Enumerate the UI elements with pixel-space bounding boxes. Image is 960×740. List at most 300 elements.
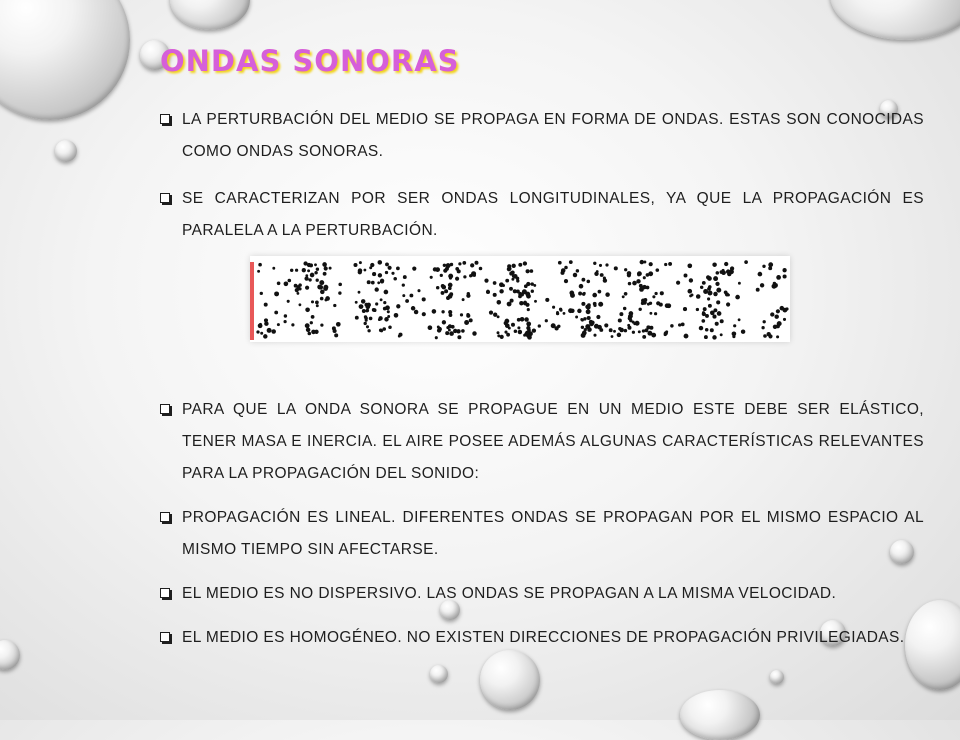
wave-particle bbox=[320, 290, 325, 295]
checkbox-bullet-icon bbox=[160, 588, 170, 598]
wave-particle bbox=[638, 330, 641, 333]
wave-particle bbox=[372, 272, 376, 276]
wave-particle bbox=[730, 266, 734, 270]
wave-particle bbox=[713, 292, 717, 296]
wave-particle bbox=[375, 287, 379, 291]
water-drop-decoration bbox=[680, 690, 760, 740]
wave-particle bbox=[385, 262, 389, 266]
bullet-text: EL MEDIO ES NO DISPERSIVO. LAS ONDAS SE PROPAGAN A LA MISMA VELOCIDAD. bbox=[182, 585, 837, 602]
wave-particle bbox=[380, 298, 383, 301]
wave-particle bbox=[380, 279, 384, 283]
wave-particle bbox=[707, 297, 710, 300]
wave-particle bbox=[552, 306, 555, 309]
wave-particle bbox=[334, 333, 338, 337]
wave-particle bbox=[333, 304, 336, 307]
wave-particle bbox=[618, 318, 622, 322]
wave-particle bbox=[367, 329, 370, 332]
wave-particle bbox=[587, 327, 592, 332]
wave-particle bbox=[767, 332, 771, 336]
wave-particle bbox=[623, 307, 626, 310]
wave-particle bbox=[364, 322, 367, 325]
wave-particle bbox=[551, 323, 556, 328]
wave-particle bbox=[678, 323, 681, 326]
wave-particle bbox=[545, 319, 548, 322]
wave-particle bbox=[463, 275, 466, 278]
wave-particle bbox=[258, 323, 263, 328]
wave-particle bbox=[378, 260, 383, 265]
wave-particle bbox=[735, 295, 740, 300]
wave-particle bbox=[780, 306, 785, 311]
wave-particle bbox=[417, 289, 420, 292]
wave-particle bbox=[396, 304, 400, 308]
wave-particle bbox=[643, 276, 646, 279]
wave-particle bbox=[456, 329, 460, 333]
wave-particle bbox=[604, 323, 608, 327]
wave-particle bbox=[493, 281, 497, 285]
wave-particle bbox=[388, 325, 392, 329]
wave-particle bbox=[726, 302, 730, 306]
wave-particle bbox=[715, 282, 719, 286]
wave-particle bbox=[513, 289, 517, 293]
wave-particle bbox=[493, 313, 497, 317]
wave-particle bbox=[738, 318, 741, 321]
wave-particle bbox=[364, 317, 368, 321]
wave-particle bbox=[628, 282, 631, 285]
wave-particle bbox=[475, 261, 479, 265]
wave-particle bbox=[687, 263, 692, 268]
wave-particle bbox=[377, 281, 380, 284]
wave-particle bbox=[311, 300, 314, 303]
wave-particle bbox=[523, 334, 526, 337]
wave-particle bbox=[369, 266, 372, 269]
wave-particle bbox=[738, 282, 741, 285]
wave-particle bbox=[505, 319, 510, 324]
wave-particle bbox=[414, 310, 418, 314]
water-drop-decoration bbox=[170, 0, 250, 30]
wave-particle bbox=[324, 266, 328, 270]
wave-particle bbox=[531, 290, 534, 293]
wave-particle bbox=[398, 333, 402, 337]
wave-particle bbox=[383, 307, 387, 311]
wave-particle bbox=[257, 270, 260, 273]
wave-particle bbox=[584, 328, 587, 331]
wave-particle bbox=[577, 309, 581, 313]
wave-particle bbox=[363, 269, 366, 272]
wave-particle bbox=[665, 330, 668, 333]
wave-particle bbox=[444, 289, 448, 293]
wave-particle bbox=[756, 288, 760, 292]
wave-particle bbox=[642, 335, 646, 339]
wave-particle bbox=[689, 278, 693, 282]
wave-particle bbox=[323, 272, 327, 276]
wave-particle bbox=[560, 271, 564, 275]
wave-particle bbox=[508, 327, 511, 330]
wave-particle bbox=[256, 330, 259, 333]
wave-particle bbox=[635, 321, 640, 326]
wave-particle bbox=[500, 335, 504, 339]
wave-particle bbox=[646, 273, 650, 277]
wave-particle bbox=[716, 300, 720, 304]
wave-particle bbox=[639, 308, 642, 311]
wave-particle bbox=[593, 262, 596, 265]
wave-particle bbox=[785, 307, 788, 310]
wave-particle bbox=[597, 325, 602, 330]
wave-particle bbox=[632, 331, 635, 334]
wave-particle bbox=[534, 300, 537, 303]
wave-particle bbox=[320, 323, 323, 326]
wave-particle bbox=[486, 290, 489, 293]
wave-particle bbox=[725, 292, 729, 296]
wave-particle bbox=[524, 317, 528, 321]
wave-particle bbox=[526, 326, 530, 330]
wave-particle bbox=[274, 311, 278, 315]
wave-particle bbox=[271, 329, 276, 334]
wave-particle bbox=[581, 302, 585, 306]
wave-particle bbox=[570, 293, 575, 298]
wave-particle bbox=[428, 325, 433, 330]
wave-particle bbox=[362, 309, 366, 313]
wave-particle bbox=[263, 334, 267, 338]
list-item bbox=[160, 622, 924, 654]
wave-particle bbox=[583, 292, 586, 295]
wave-particle bbox=[744, 260, 748, 264]
wave-particle bbox=[509, 272, 513, 276]
wave-particle bbox=[776, 309, 780, 313]
wave-particle bbox=[358, 268, 362, 272]
wave-particle bbox=[564, 266, 568, 270]
wave-particle bbox=[507, 264, 511, 268]
wave-particle bbox=[640, 260, 644, 264]
wave-particle bbox=[598, 290, 602, 294]
wave-particle bbox=[586, 309, 591, 314]
wave-particle bbox=[706, 275, 710, 279]
wave-particle bbox=[366, 325, 369, 328]
wave-particle bbox=[652, 295, 655, 298]
wave-particle bbox=[437, 326, 440, 329]
wave-particle bbox=[314, 263, 317, 266]
wave-particle bbox=[284, 314, 287, 317]
wave-particle bbox=[605, 292, 610, 297]
wave-particle bbox=[436, 286, 439, 289]
wave-particle bbox=[317, 285, 322, 290]
wave-particle bbox=[295, 269, 298, 272]
wave-particle bbox=[513, 274, 518, 279]
list-item bbox=[160, 183, 924, 247]
wave-particle bbox=[644, 328, 648, 332]
wave-particle bbox=[507, 302, 512, 307]
wave-particle bbox=[590, 320, 594, 324]
bullet-list-bottom bbox=[160, 394, 924, 666]
wave-particle bbox=[659, 303, 663, 307]
checkbox-bullet-icon bbox=[160, 193, 170, 203]
wave-particle bbox=[457, 269, 461, 273]
wave-particle bbox=[366, 309, 369, 312]
wave-particle bbox=[593, 302, 597, 306]
wave-particle bbox=[710, 328, 714, 332]
wave-particle bbox=[776, 275, 781, 280]
wave-particle bbox=[430, 276, 433, 279]
wave-particle bbox=[770, 312, 774, 316]
wave-particle bbox=[649, 262, 653, 266]
wave-particle bbox=[509, 287, 513, 291]
wave-particle bbox=[288, 279, 292, 283]
wave-particle bbox=[441, 284, 445, 288]
wave-particle bbox=[526, 282, 530, 286]
water-drop-decoration bbox=[0, 0, 130, 120]
wave-particle bbox=[619, 328, 623, 332]
wave-particle bbox=[462, 261, 466, 265]
wave-particle bbox=[371, 281, 375, 285]
wave-particle bbox=[373, 309, 376, 312]
wave-particle bbox=[479, 267, 483, 271]
wave-particle bbox=[670, 324, 673, 327]
wave-particle bbox=[304, 276, 308, 280]
wave-particle bbox=[721, 270, 726, 275]
wave-particle bbox=[532, 328, 536, 332]
wave-particle bbox=[654, 292, 657, 295]
water-drop-decoration bbox=[830, 0, 960, 40]
wave-particle bbox=[733, 324, 736, 327]
wave-particle bbox=[639, 287, 644, 292]
wave-particle bbox=[411, 306, 416, 311]
wave-particle bbox=[473, 274, 476, 277]
wave-particle bbox=[636, 279, 640, 283]
wave-particle bbox=[526, 322, 531, 327]
wave-particle bbox=[774, 314, 778, 318]
wave-particle bbox=[260, 332, 263, 335]
wave-particle bbox=[637, 273, 640, 276]
wave-particle bbox=[538, 324, 541, 327]
wave-particle bbox=[284, 281, 289, 286]
wave-particle bbox=[497, 300, 502, 305]
wave-particle bbox=[457, 335, 461, 339]
wave-particle bbox=[681, 323, 685, 327]
wave-particle bbox=[578, 292, 582, 296]
wave-particle bbox=[687, 289, 692, 294]
wave-particle bbox=[393, 277, 397, 281]
wave-particle bbox=[703, 289, 708, 294]
wave-particle bbox=[705, 328, 709, 332]
wave-particle bbox=[448, 294, 453, 299]
wave-particle bbox=[387, 310, 390, 313]
wave-particle bbox=[576, 269, 579, 272]
wave-particle bbox=[525, 303, 529, 307]
wave-particle bbox=[359, 261, 362, 264]
wave-particle bbox=[375, 302, 378, 305]
wave-particle bbox=[394, 313, 399, 318]
wave-particle bbox=[388, 266, 392, 270]
wave-particle bbox=[712, 315, 716, 319]
wave-particle bbox=[272, 267, 275, 270]
wave-particle bbox=[512, 264, 516, 268]
wave-particle bbox=[383, 301, 386, 304]
wave-particles-graphic bbox=[250, 256, 790, 342]
wave-particle bbox=[462, 298, 465, 301]
wave-particle bbox=[741, 329, 745, 333]
wave-particle bbox=[619, 312, 623, 316]
wave-particle bbox=[460, 313, 463, 316]
wave-particle bbox=[461, 329, 465, 333]
wave-particle bbox=[527, 308, 530, 311]
wave-particle bbox=[493, 293, 497, 297]
wave-particle bbox=[660, 291, 664, 295]
wave-particle bbox=[365, 303, 369, 307]
list-item bbox=[160, 104, 924, 168]
wave-particle bbox=[497, 334, 500, 337]
wave-particle bbox=[717, 311, 722, 316]
wave-particle bbox=[432, 309, 437, 314]
wave-particle bbox=[596, 315, 600, 319]
wave-particle bbox=[455, 277, 459, 281]
wave-particle bbox=[305, 323, 310, 328]
wave-particle bbox=[720, 319, 724, 323]
bullet-text: PROPAGACIÓN ES LINEAL. DIFERENTES ONDAS SE PROPAGAN POR EL MISMO ESPACIO AL MISMO TIEMPO SIN AFECTARSE. bbox=[182, 509, 924, 558]
wave-particle bbox=[378, 318, 381, 321]
checkbox-bullet-icon bbox=[160, 632, 170, 642]
wave-particle bbox=[569, 260, 573, 264]
wave-particle bbox=[564, 279, 568, 283]
wave-particle bbox=[466, 313, 469, 316]
wave-particle bbox=[369, 317, 373, 321]
wave-particle bbox=[329, 267, 332, 270]
wave-particle bbox=[435, 336, 438, 339]
longitudinal-wave-figure bbox=[250, 256, 790, 342]
wave-particle bbox=[355, 316, 359, 320]
wave-particle bbox=[277, 281, 281, 285]
wave-particle bbox=[287, 300, 290, 303]
wave-particle bbox=[314, 271, 317, 274]
wave-particle bbox=[277, 323, 280, 326]
wave-particle bbox=[704, 335, 708, 339]
wave-particle bbox=[599, 264, 602, 267]
wave-particle bbox=[458, 262, 461, 265]
wave-particle bbox=[437, 328, 441, 332]
wave-particle bbox=[472, 331, 476, 335]
water-drop-decoration bbox=[0, 640, 20, 670]
wave-particle bbox=[402, 283, 405, 286]
wave-particle bbox=[664, 263, 667, 266]
wave-particle bbox=[656, 268, 660, 272]
wave-particle bbox=[530, 269, 534, 273]
wave-particle bbox=[700, 286, 703, 289]
wave-particle bbox=[641, 302, 645, 306]
wave-particle bbox=[449, 331, 454, 336]
wave-particle bbox=[617, 333, 621, 337]
wave-particle bbox=[353, 263, 357, 267]
wave-particle bbox=[768, 266, 772, 270]
wave-particle bbox=[450, 263, 453, 266]
wave-particle bbox=[305, 286, 309, 290]
wave-particle bbox=[654, 312, 657, 315]
wave-particle bbox=[587, 303, 591, 307]
wave-particle bbox=[758, 272, 763, 277]
wave-particle bbox=[603, 277, 606, 280]
wave-particle bbox=[518, 294, 522, 298]
wave-particle bbox=[643, 298, 647, 302]
wave-particle bbox=[720, 333, 723, 336]
wave-particle bbox=[332, 326, 336, 330]
wave-particle bbox=[384, 317, 389, 322]
wave-particle bbox=[291, 323, 294, 326]
wave-particle bbox=[310, 321, 313, 324]
wave-particle bbox=[533, 284, 536, 287]
wave-particle bbox=[556, 311, 559, 314]
wave-particle bbox=[649, 302, 652, 305]
wave-particle bbox=[297, 292, 300, 295]
wave-particle bbox=[761, 326, 764, 329]
wave-particle bbox=[773, 282, 776, 285]
wave-particle bbox=[299, 303, 302, 306]
wave-particle bbox=[322, 262, 327, 267]
wave-particle bbox=[582, 278, 586, 282]
wave-particle bbox=[499, 289, 503, 293]
wave-particle bbox=[315, 301, 319, 305]
wave-particle bbox=[683, 307, 687, 311]
wave-particle bbox=[506, 333, 510, 337]
wave-particle bbox=[449, 277, 452, 280]
wave-particle bbox=[568, 308, 573, 313]
wave-particle bbox=[391, 272, 394, 275]
wave-particle bbox=[613, 330, 616, 333]
checkbox-bullet-icon bbox=[160, 404, 170, 414]
bullet-text: LA PERTURBACIÓN DEL MEDIO SE PROPAGA EN FORMA DE ONDAS. ESTAS SON CONOCIDAS COMO ONDAS SONORAS. bbox=[182, 111, 924, 160]
wave-particle bbox=[627, 324, 630, 327]
wave-particle bbox=[470, 263, 474, 267]
wave-particle bbox=[783, 318, 786, 321]
wave-particle bbox=[526, 294, 531, 299]
wave-particle bbox=[783, 274, 787, 278]
wave-particle bbox=[627, 271, 632, 276]
wave-particle bbox=[724, 262, 728, 266]
wave-particle bbox=[559, 309, 562, 312]
bullet-list-top bbox=[160, 104, 924, 262]
wave-particle bbox=[760, 283, 764, 287]
wave-particle bbox=[676, 281, 680, 285]
wave-particle bbox=[412, 267, 416, 271]
wave-particle bbox=[303, 261, 307, 265]
wave-particle bbox=[614, 266, 618, 270]
wave-particle bbox=[575, 316, 578, 319]
wave-particle bbox=[684, 334, 688, 338]
wave-particle bbox=[497, 315, 500, 318]
bullet-text: EL MEDIO ES HOMOGÉNEO. NO EXISTEN DIRECCIONES DE PROPAGACIÓN PRIVILEGIADAS. bbox=[182, 629, 905, 646]
wave-particle bbox=[308, 278, 311, 281]
wave-particle bbox=[361, 299, 366, 304]
wave-particle bbox=[702, 281, 706, 285]
wave-particle bbox=[684, 274, 688, 278]
wave-particle bbox=[497, 331, 500, 334]
bullet-text: SE CARACTERIZAN POR SER ONDAS LONGITUDINALES, YA QUE LA PROPAGACIÓN ES PARALELA A LA PERTURBACIÓN. bbox=[182, 190, 924, 239]
wave-particle bbox=[284, 320, 287, 323]
wave-particle bbox=[609, 328, 613, 332]
wave-particle bbox=[581, 319, 584, 322]
wave-particle bbox=[422, 312, 426, 316]
wave-particle bbox=[593, 334, 596, 337]
wave-particle bbox=[696, 294, 701, 299]
wave-particle bbox=[316, 279, 319, 282]
wave-particle bbox=[402, 294, 405, 297]
water-drop-decoration bbox=[55, 140, 77, 162]
wave-particle bbox=[294, 284, 298, 288]
wave-particle bbox=[290, 269, 293, 272]
wave-particle bbox=[448, 286, 452, 290]
wave-particle bbox=[587, 280, 591, 284]
wave-particle bbox=[441, 291, 445, 295]
wave-particle bbox=[708, 291, 713, 296]
wave-particle bbox=[782, 268, 786, 272]
wave-particle bbox=[773, 325, 777, 329]
wave-particle bbox=[358, 291, 361, 294]
